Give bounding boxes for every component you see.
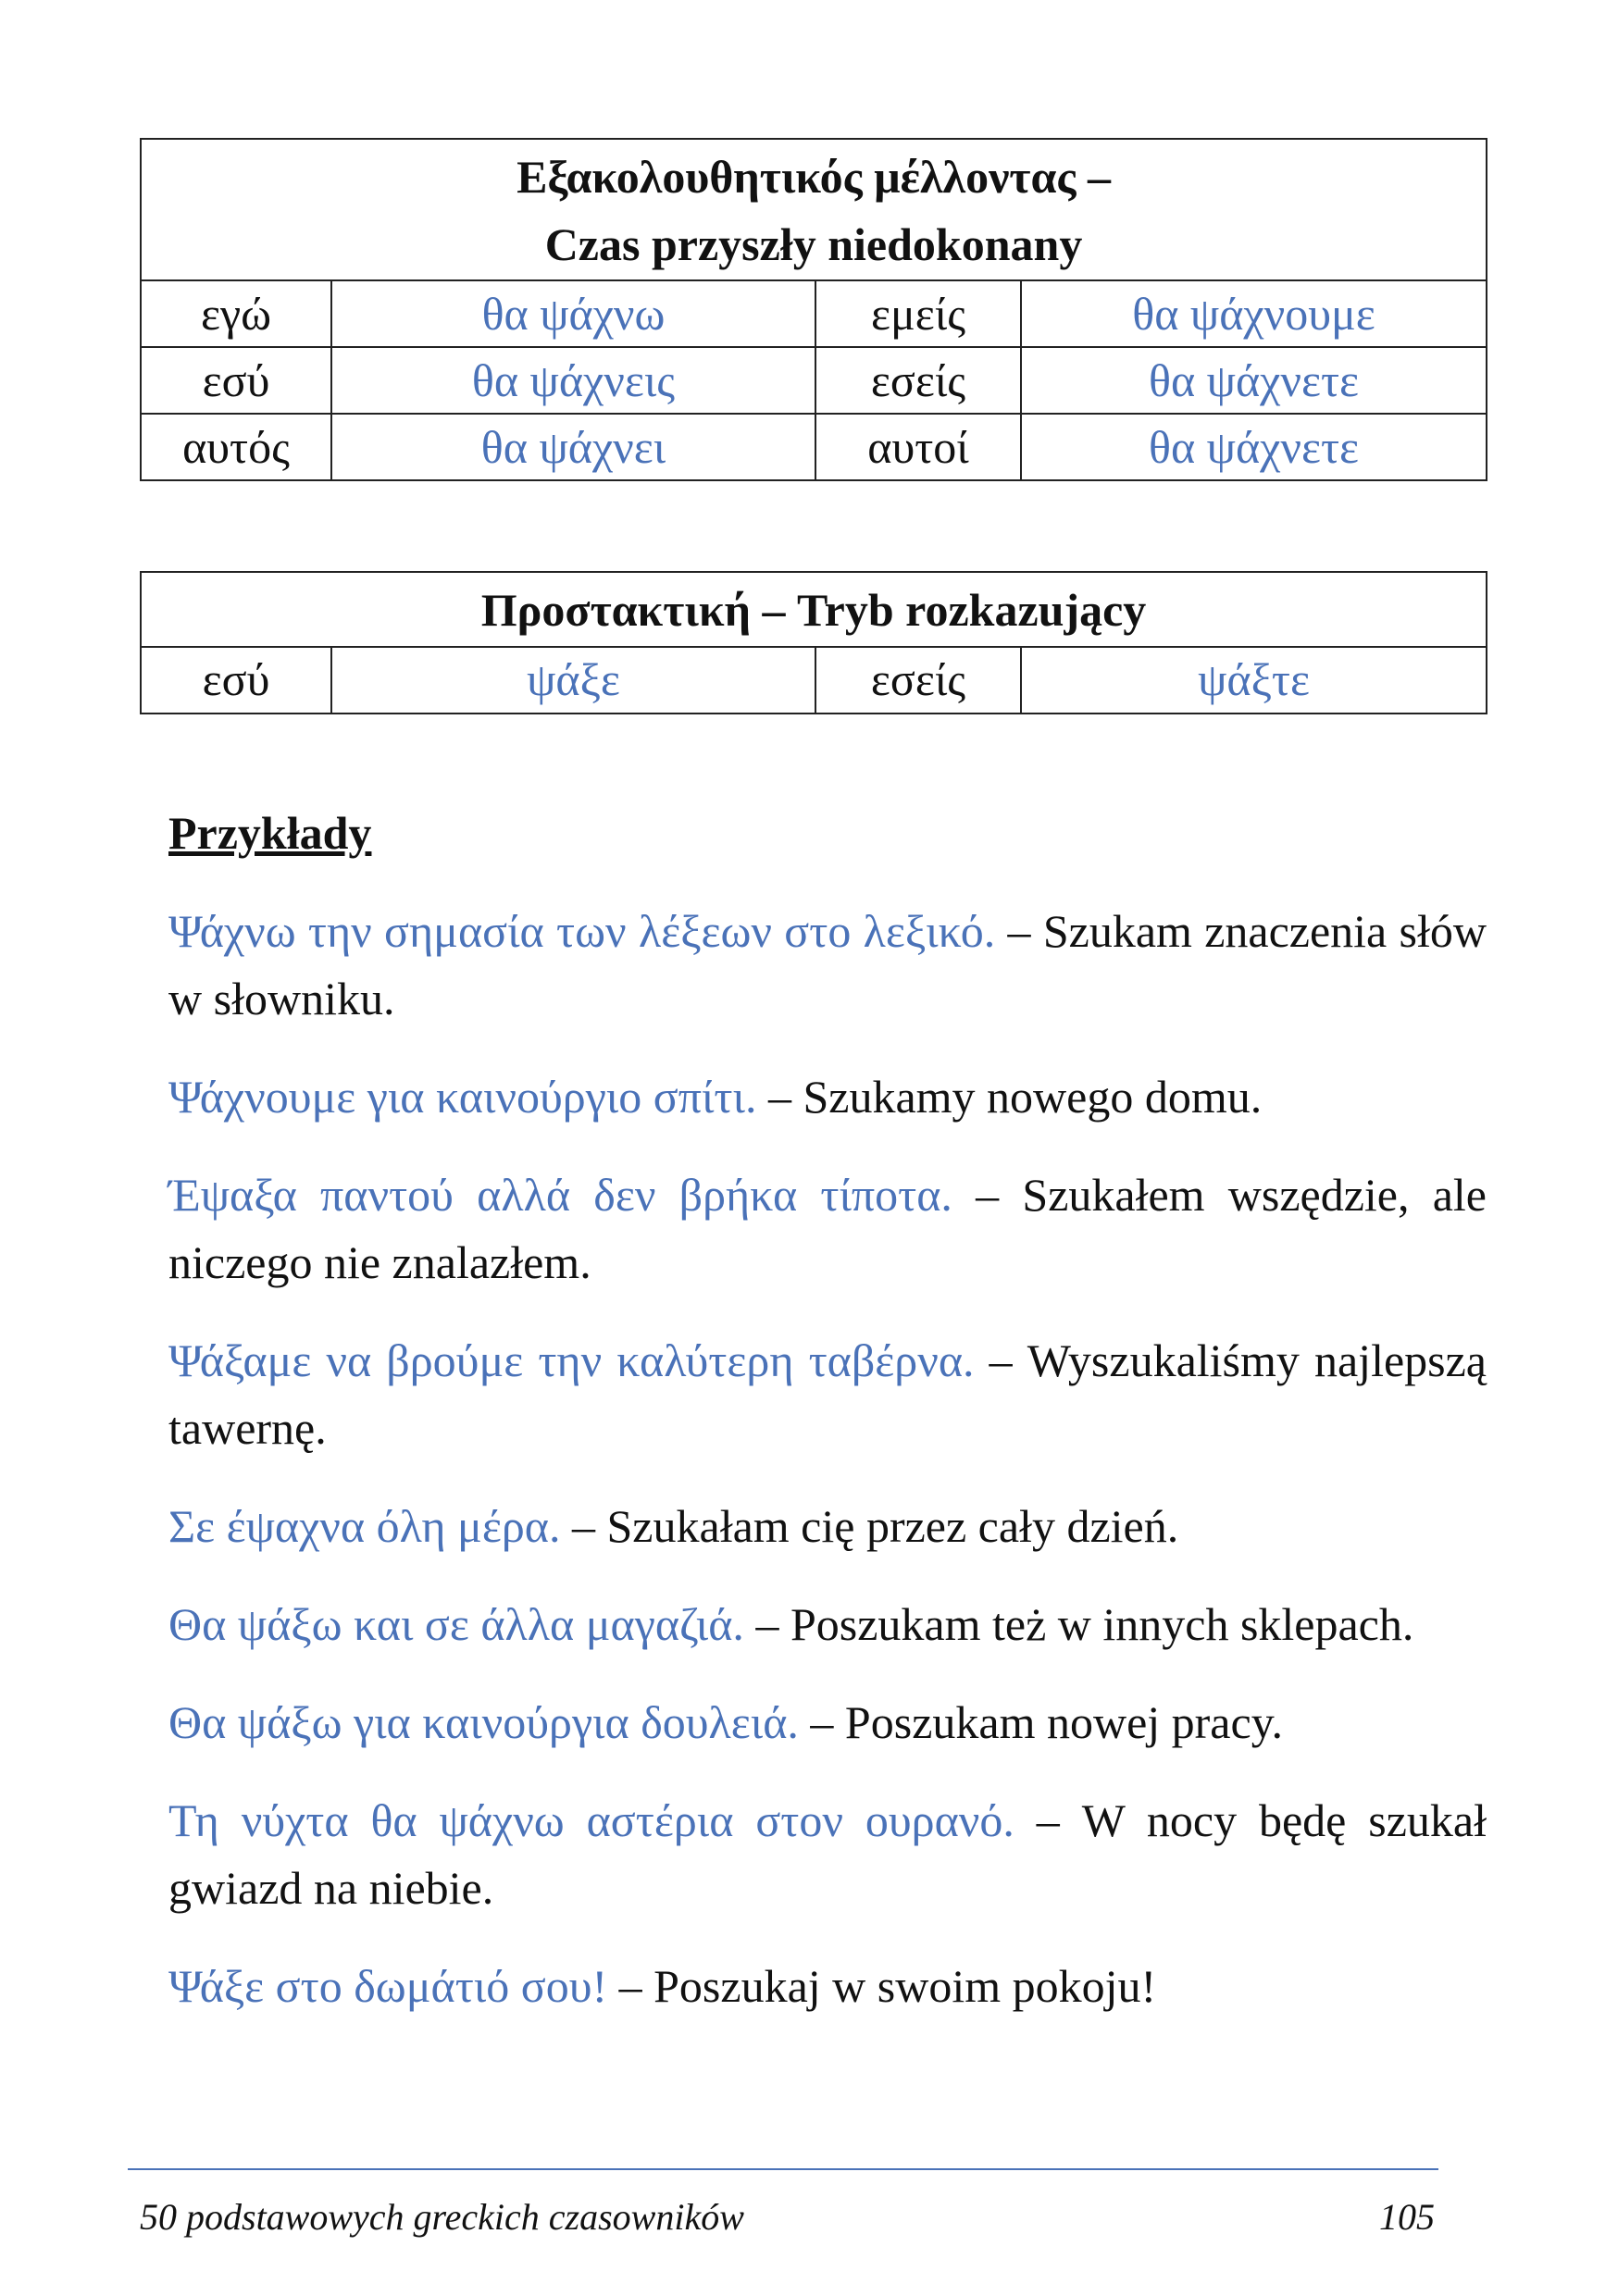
example-sentence	[168, 1787, 1487, 1922]
example-greek: Ψάξαμε να βρούμε την καλύτερη ταβέρνα.	[168, 1334, 975, 1386]
examples-section	[168, 805, 1487, 2051]
verb-form-cell: ψάξτε	[1021, 647, 1487, 714]
example-polish: – Poszukaj w swoim pokoju!	[607, 1960, 1157, 2012]
example-polish: – Poszukam też w innych sklepach.	[743, 1598, 1414, 1650]
example-greek: Ψάχνουμε για καινούργιο σπίτι.	[168, 1071, 757, 1123]
example-greek: Έψαξα παντού αλλά δεν βρήκα τίποτα.	[168, 1169, 952, 1221]
verb-form-cell: θα ψάχνετε	[1021, 414, 1487, 480]
example-greek: Θα ψάξω και σε άλλα μαγαζιά.	[168, 1598, 744, 1650]
table-row	[141, 347, 1487, 414]
example-polish: – Szukamy nowego domu.	[756, 1071, 1263, 1123]
future-table-header-polish: Czas przyszły niedokonany	[544, 217, 1083, 270]
footer-divider	[128, 2168, 1438, 2170]
table-row	[141, 647, 1487, 714]
future-table-header-greek: Εξακολουθητικός μέλλοντας –	[517, 151, 1111, 203]
example-sentence	[168, 898, 1487, 1033]
verb-form-cell: θα ψάχνουμε	[1021, 280, 1487, 347]
pronoun-cell: αυτός	[141, 414, 331, 480]
example-polish: – Szukałam cię przez cały dzień.	[560, 1500, 1179, 1552]
table-row	[141, 280, 1487, 347]
example-greek: Τη νύχτα θα ψάχνω αστέρια στον ουρανό.	[168, 1794, 1014, 1846]
example-sentence	[168, 1493, 1487, 1560]
pronoun-cell: εσύ	[141, 647, 331, 714]
pronoun-cell: εμείς	[815, 280, 1021, 347]
verb-form-cell: θα ψάχνετε	[1021, 347, 1487, 414]
example-polish: – W nocy będę szukał gwiazd na niebie.	[168, 1794, 1487, 1914]
example-sentence	[168, 1689, 1487, 1756]
footer-book-title: 50 podstawowych greckich czasowników	[140, 2196, 744, 2238]
example-sentence	[168, 1063, 1487, 1131]
future-table-header	[141, 139, 1487, 280]
verb-form-cell: θα ψάχνω	[331, 280, 815, 347]
table-row	[141, 414, 1487, 480]
example-polish: – Szukam znaczenia słów w słowniku.	[168, 905, 1487, 1024]
example-sentence	[168, 1161, 1487, 1297]
verb-form-cell: θα ψάχνει	[331, 414, 815, 480]
imperative-table-header: Προστακτική – Tryb rozkazujący	[141, 572, 1487, 647]
example-greek: Θα ψάξω για καινούργια δουλειά.	[168, 1696, 799, 1748]
example-polish: – Wyszukaliśmy najlepszą tawernę.	[168, 1334, 1487, 1454]
pronoun-cell: εγώ	[141, 280, 331, 347]
pronoun-cell: εσύ	[141, 347, 331, 414]
example-polish: – Poszukam nowej pracy.	[798, 1696, 1283, 1748]
footer-page-number: 105	[1379, 2196, 1435, 2238]
imperative-table	[140, 571, 1487, 714]
example-greek: Ψάξε στο δωμάτιό σου!	[168, 1960, 608, 2012]
verb-form-cell: ψάξε	[331, 647, 815, 714]
examples-title: Przykłady	[168, 807, 372, 859]
future-tense-table	[140, 138, 1487, 481]
example-sentence	[168, 1953, 1487, 2020]
pronoun-cell: εσείς	[815, 347, 1021, 414]
pronoun-cell: εσείς	[815, 647, 1021, 714]
verb-form-cell: θα ψάχνεις	[331, 347, 815, 414]
example-greek: Ψάχνω την σημασία των λέξεων στο λεξικό.	[168, 905, 996, 957]
pronoun-cell: αυτοί	[815, 414, 1021, 480]
example-polish: – Szukałem wszędzie, ale niczego nie znalazłem.	[168, 1169, 1487, 1288]
example-sentence	[168, 1327, 1487, 1462]
example-sentence	[168, 1591, 1487, 1658]
example-greek: Σε έψαχνα όλη μέρα.	[168, 1500, 561, 1552]
